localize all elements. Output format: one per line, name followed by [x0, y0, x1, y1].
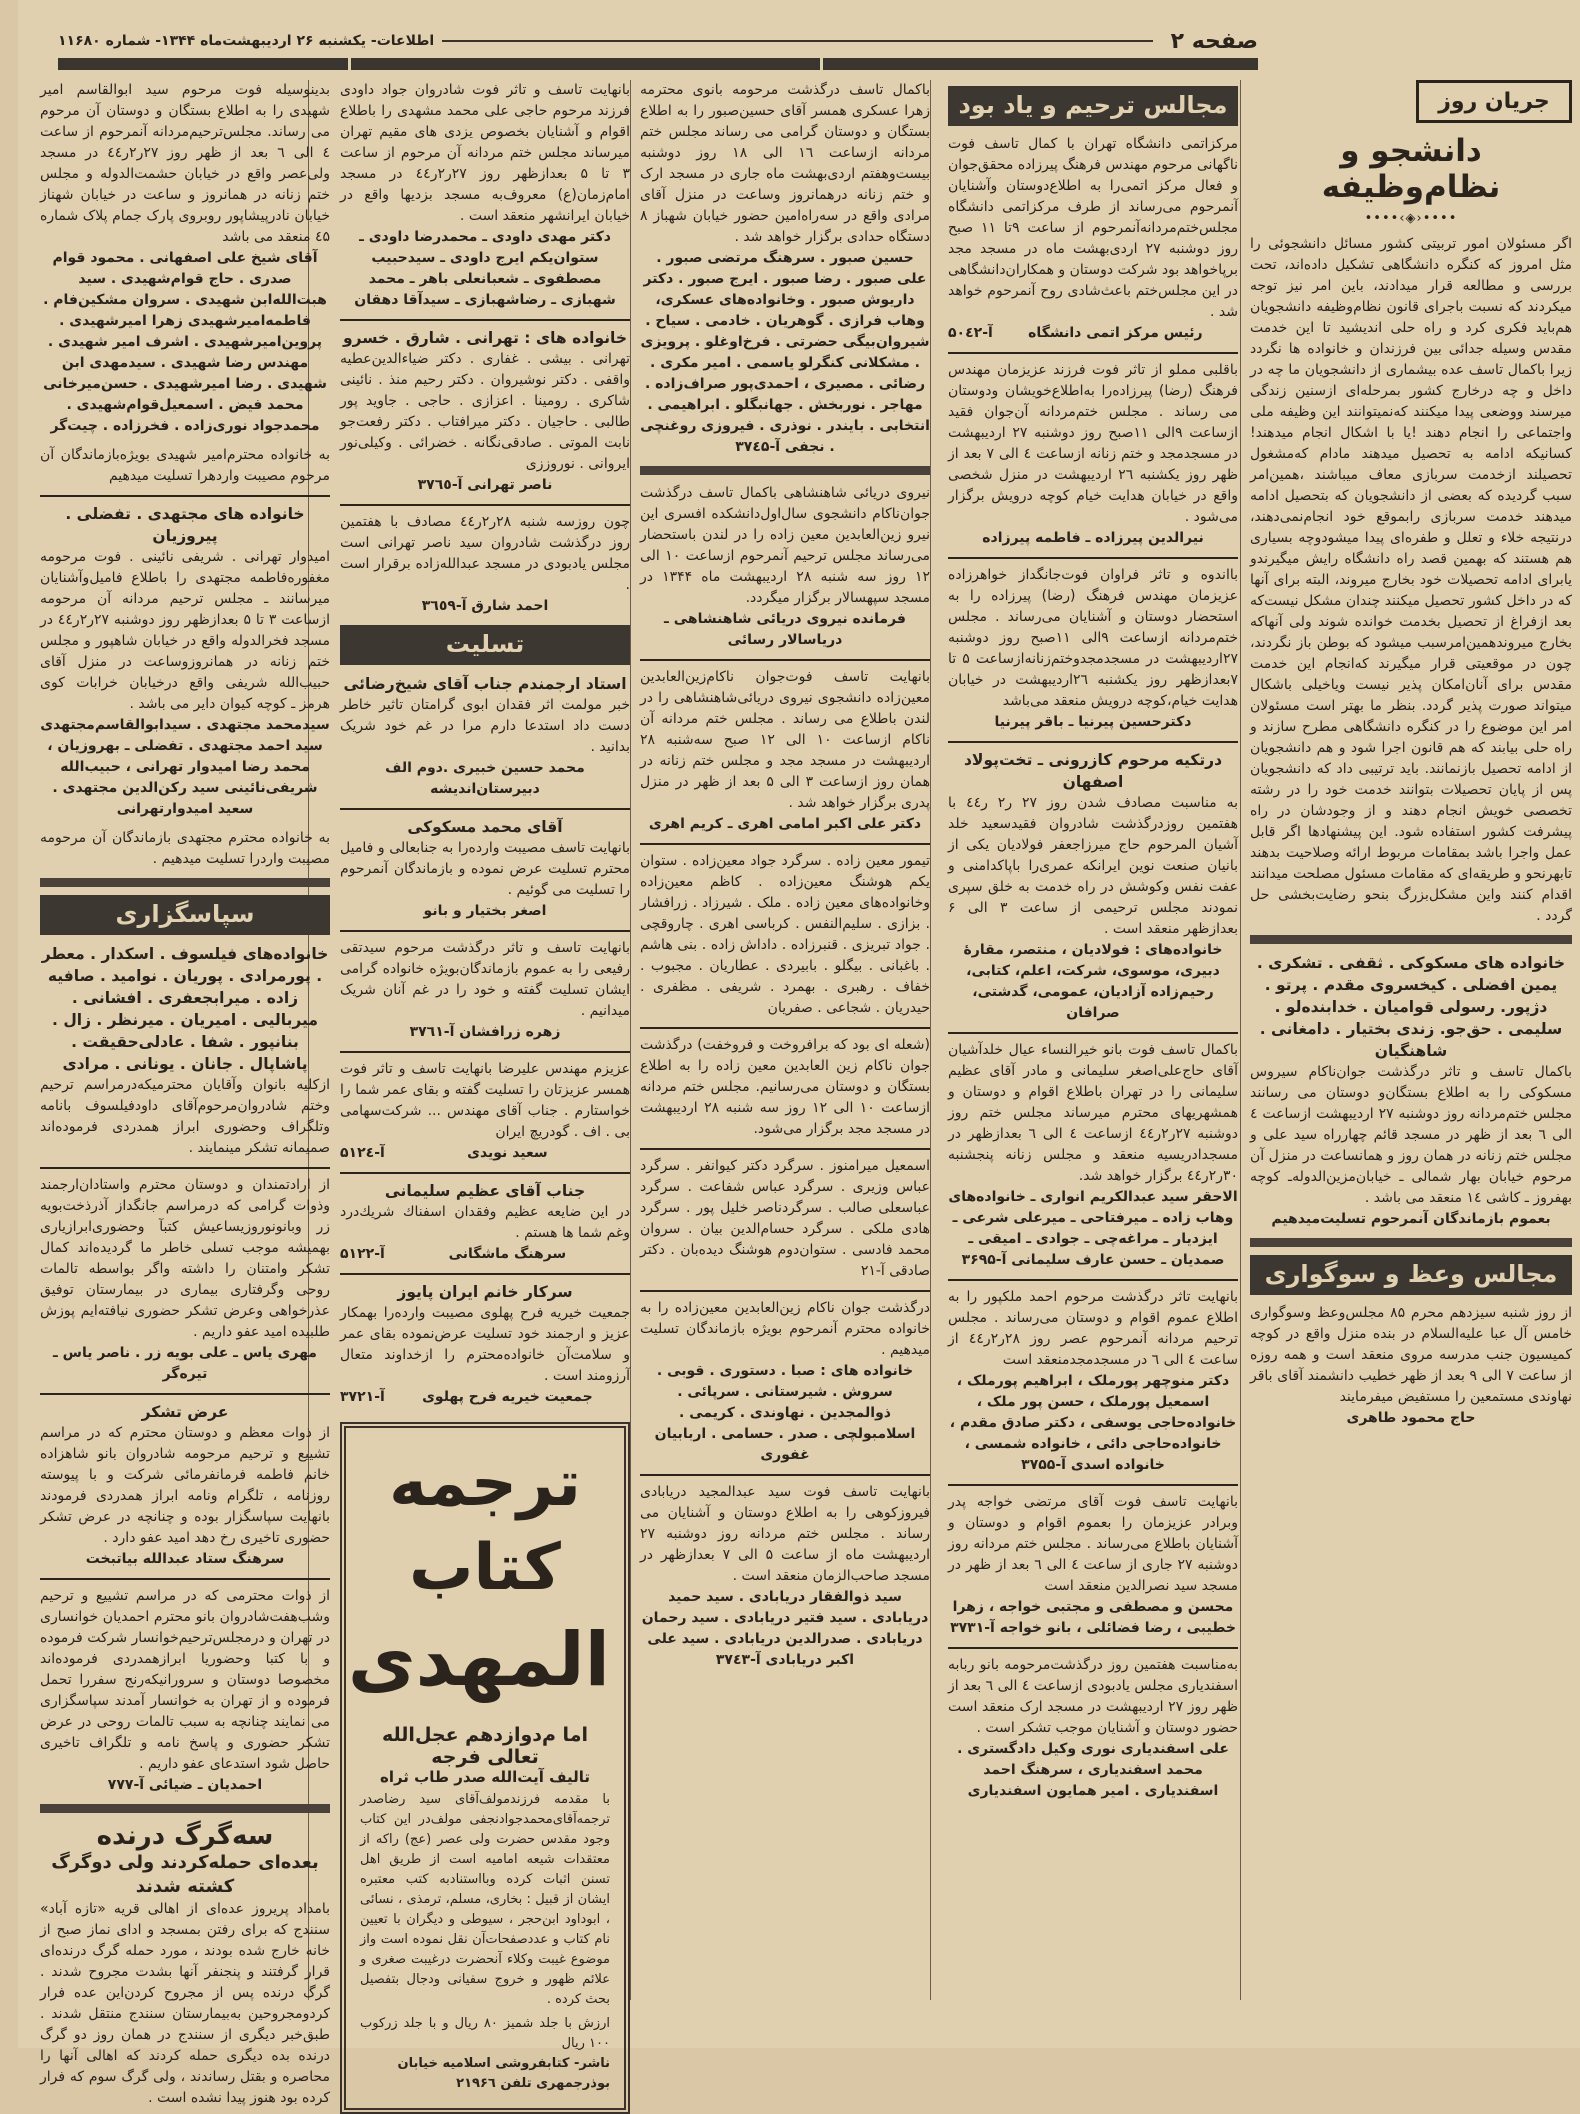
signature-name: دکتر منوچهر پورملک ، ابراهیم پورملک ، اسمعیل پورملک ، حسن پور ملک ، خانواده‌حاجی یوسفی ، دکتر صادق مقدم ، خانواده‌حاجی دائی ، خانواده شمسی ، خانواده اسدی آ-۳۷۵۵	[949, 1373, 1237, 1473]
notice-title: استاد ارجمندم جناب آقای شیخ‌رضائی	[343, 675, 627, 693]
notice-title: خانواده های : تهرانی . شارق . خسرو	[342, 329, 628, 347]
notice-signature	[340, 227, 630, 311]
notice-signature	[948, 1597, 1238, 1639]
signature-name: دکتر مهدی داودی ـ محمدرضا داودی ـ ستوان‌یکم ایرج داودی ـ سیدحبیب مصطفوی ـ شعبانعلی باهر ـ محمد شهبازی ـ رضاشهبازی ـ سیدآقا دهقان	[354, 229, 616, 308]
notice	[640, 1482, 930, 1671]
news-headline: سه‌گرگ درنده	[96, 1821, 274, 1851]
signature-name: سرهنگ ستاد عبدالله بیاتبخت	[85, 1551, 285, 1567]
notice	[640, 667, 930, 835]
ad-code: آ-۵۰٤۲	[948, 325, 993, 341]
news-article	[40, 1821, 330, 2109]
thin-rule	[948, 741, 1238, 743]
notice-body: باکمال تاسف درگذشت مرحومه بانوی محترمه زهرا عسکری همسر آقای حسین‌صبور را به اطلاع بستگان و دوستان گرامی می رساند مجلس ختم مردانه ازساعت ۱٦ الی ۱۸ روز دوشنبه بیست‌وهفتم ‌اردی‌بهشت ماه جاری در مسجد ارک و ختم زنانه درهمانروز وساعت در منزل آقای مرادی واقع در سه‌راه‌امین حضور خیابان شهباز ۸ دستگاه حدادی برگزار خواهد شد .	[640, 82, 930, 245]
notice-title: سرکار خانم ایران پایوز	[397, 1283, 573, 1301]
notice	[340, 1180, 630, 1265]
notice-body: مرکزاتمی دانشگاه تهران با کمال تاسف فوت ناگهانی مرحوم مهندس فرهنگ پیرزاده محقق‌جوان و فعال مرکز اتمی‌را به اطلاع‌دوستان وآشنایان آنمرحوم می‌رساند از طرف مرکزاتمی دانشگاه مجلس‌ختم‌مردانه‌آنمرحوم از ساعت ۹تا ۱۱ صبح روز دوشنبه ۲۷ اردی‌بهشت ماه در مسجد مجد برپاخواهد بود شرکت دوستان و همکاران‌دانشگاهی در این مجلس‌ختم باعث‌شادی روح آنمرحوم خواهد شد .	[948, 136, 1238, 320]
thin-rule	[640, 1027, 930, 1029]
notice-body: از ارادتمندان و دوستان محترم واستادان‌ارجمند وذوات گرامی که درمراسم جانگداز آذرذخت‌بویه زر وبانونوروزیساعیش کتبآ وحضوری‌ابرازیاری بهمیشه موجب تسلی خاطر ما گردیده‌اند کمال تشکر وامتنان را داشته واگر بواسطه تالمات روحی وگرفتاری بیماری در بیمارستان توفیق عذرخواهی وعرض تشکر حضوری نیافته‌ایم پوزش طلبیده امید عفو داریم .	[40, 1177, 330, 1340]
notice-signature	[40, 1549, 330, 1570]
signature-name: دکترحسین پیرنیا ـ باقر پیرنیا	[994, 714, 1192, 730]
notice-signature	[948, 528, 1238, 549]
notice-signature	[40, 1775, 330, 1796]
thin-rule	[40, 1578, 330, 1580]
notice-body: به مناسبت مصادف شدن روز ۲۷ ر۲ ر٤٤ با هفتمین روزدرگذشت شادروان فقیدسعید خلد آشیان المرحوم حاج میرزاجعفر فولادیان یکی از بانیان صنعت نوین ایرانکه عمری‌را باپاکدامنی و عفت نفس وکوشش در راه خدمت به خلق سپری نمودند مجلس ترحیمی از ساعت ۳ الی ۶ بعدازظهر منعقد است .	[948, 795, 1239, 937]
notice	[640, 80, 930, 458]
notice-title: عرض تشکر	[141, 1403, 229, 1421]
notice-body: بانهایت تاسف فوت آقای مرتضی خواجه پدر وبرادر عزیزمان را بعموم اقوام و دوستان و آشنایان باطلاع می‌رساند . مجلس ختم مردانه روز دوشنبه ۲۷ جاری از ساعت ٤ الی ٦ بعد از ظهر در مسجد سید نصرالدین منعقد است	[948, 1494, 1239, 1594]
notice-signature	[340, 1244, 630, 1265]
notice	[948, 1287, 1238, 1476]
ad-body: با مقدمه فرزندمولف‌آقای سید رضاصدر ترجمه‌آقای‌محمدجوادنجفی مولف‌در این کتاب وجود مقدس حضرت ولی عصر (عج) راکه از معتقدات شیعه امامیه است از طریق اهل تسنن اثبات کرده وبااستنادبه کتب معتبره ایشان از قبیل : بخاری، مسلم، ترمذی ، نسائی ، ابوداود ابن‌حجر ، سیوطی و دیگران با تعیین نام کتاب و عددصفحات‌آن نقل نموده است واز موضوع غیبت وکلاء آنحضرت درغیبت صغری و علائم ظهور و خروج سفیانی ودجال بتفصیل بحث کرده .	[360, 1792, 610, 2007]
notice	[1250, 234, 1572, 927]
notice-body: بدینوسیله فوت مرحوم سید ابوالقاسم امیر شهیدی را به اطلاع بستگان و دوستان آن مرحوم می رساند. مجلس‌ترحیم‌مردانه آنمرحوم از ساعت ٤ الی ٦ بعد از ظهر روز ۲۷ر۲ر٤٤ در مسجد ولی‌عصر واقع در خیابان حشمت‌الدوله و مجلس ختم زنانه در همانروز و ساعت در خیابان شهناز خیابان نادرپیشاپور روبروی پارک جمام پلاک شماره ٤۵ منعقد می باشد	[40, 82, 330, 245]
notice-signature	[640, 1587, 930, 1671]
thin-rule	[340, 1051, 630, 1053]
thin-rule	[40, 1393, 330, 1395]
thin-rule	[340, 1172, 630, 1174]
signature-name: رئیس مرکز اتمی دانشگاه	[1028, 325, 1203, 341]
notice-signature	[340, 1387, 630, 1408]
notice-body: بانهایت تاسف و تاثر درگذشت مرحوم سیدتقی رفیعی را به عموم بازماندگان‌بویژه خانواده گرامی ایشان تسلیت گفته و خود را در غم آنان شریک میدانیم .	[340, 940, 630, 1019]
notice-body: به‌مناسبت هفتمین روز درگذشت‌مرحومه بانو ربابه اسفندیاری مجلس یادبودی ازساعت ٤ الی ٦ بعد از ظهر روز ۲۷ اردیبهشت در مسجد ارک منعقد است حضور دوستان و آشنایان موجب تشکر است .	[948, 1657, 1238, 1736]
thin-rule	[948, 352, 1238, 354]
notice-body: اگر مسئولان امور تربیتی کشور مسائل دانشجوئی را مثل امروز که کنگره دانشگاهی تشکیل داده‌اند، تحت بررسی و مطالعه قرار میدادند، باین امر نیز توجه میکردند که نسبت باجرای قانون نظام‌وظیفه دانشجویان هم‌باید فکری کرد و راه حلی اندیشید تا این خدمت مقدس وسیله جدائی بین فرزندان و خانواده ها نگردد زیرا باکمال تاسف عده بیشماری از دانشجویان ما چه در داخل و چه درخارج کشور بمرحله‌ای ازسنین زندگی میرسند ووضعی پیدا میکنند که‌نمیتوانند این وظیفه ملی واجتماعی را انجام دهند !یا با اشکال انجام میدهند! کسانیکه ادامه به تحصیل میدهند مادام که‌مشغول تحصیلند ازخدمت سربازی معاف میباشند ،همین‌امر سبب گردیده که بعضی از دانشجویان که بتحصیل ادامه میدهند خدمت سربازی رابموقع خود انجام‌نمی‌دهند، درنتیجه خلاء و تعلل و طفره‌ای پیدا میشودوچه بسیاری هم هستند که بهمین قصد راه دانشگاه رایش میگیرندو یابرای ادامه تحصیلات خود بخارج میروند، البته برای آنها که در داخل کشور تحصیل میکنند چندان مشکل نیست‌که بعد ازفراغ از تحصیل بخدمت خوانده شوند ولی آنهاکه بخارج میروندهمین‌امرسبب میشود که بوطن باز نگردند، چون در موقعیتی قرار میگیرند که‌انجام این خدمت مقدس برای آنان‌امکان پذیر نیست ویاخیلی باشکال میتواند صورت پذیر گردد. بنظر ما بهتر است مسئولان امر این موضوع را در کنگره دانشگاهی مطرح سازند و راه حلی بیابند که هم قانون اجرا شود و هم دانشجویان از ادامه تحصیل بازنمانند. باید ترتیبی داد که دانشجویان پس از پایان تحصیلات بتوانند خدمت خود را در رشته تخصصی خویش انجام دهند و از وجودشان در راه پیشرفت کشور استفاده شود. این پیشنهادها اگر قابل عمل واجرا باشد بمقامات مربوط ارائه وصلاحیت بدهند تابهرنحو و طریقه‌ای که مقامات مسئول مصلحت میدانند اقدام کنند واین مشکل‌بزرگ بنحو رضایت‌بخشی حل گردد .	[1250, 236, 1572, 924]
notice	[340, 938, 630, 1043]
notice-body: اسمعیل میرامنوز . سرگرد دکتر کیوانفر . سرگرد عباس وزیری . سرگرد عباس شفاعت . سرگرد عباسعلی صالب . سرگردناصر خلیل پور . سرگرد هادی ملکی . سرگرد حسام‌الدین بیان . سروان محمد فادسی . ستوان‌دوم هوشنگ دیده‌بان . دکتر صادقی آ-۲۱	[640, 1158, 930, 1279]
notice-title: جناب آقای عظیم سلیمانی	[384, 1182, 586, 1200]
notice-signature	[340, 475, 630, 496]
signature-name: نیرالدین پیرزاده ـ فاطمه پیرزاده	[982, 530, 1204, 546]
notice-signature	[40, 248, 330, 437]
signature-name: سیدمحمد مجتهدی . سیدابوالقاسم‌مجتهدی سید احمد مجتهدی . تفضلی ـ بهروزیان ، محمد رضا امیدوار تهرانی ، حبیب‌الله شریفی‌نائینی سید رکن‌الدین مجتهدی . سعید امیدوارتهرانی	[40, 717, 330, 817]
notice-body: چون روزسه شنبه ۲۸ر۲ر٤٤ مصادف با هفتمین روز درگذشت شادروان سید ناصر تهرانی است مجلس یادبودی در مسجد عبدالله‌زاده برقرار است .	[340, 514, 630, 593]
notice-body: به خانواده محترم‌امیر شهیدی بویژه‌بازماندگان آن مرحوم مصیبت واردهرا تسلیت میدهیم	[40, 447, 330, 484]
signature-name: آقای شیخ علی اصفهانی . محمود قوام صدری . حاج قوام‌شهیدی . سید هبت‌الله‌ابن شهیدی . سروان مشکین‌فام . فاطمه‌امیرشهیدی زهرا امیرشهیدی . پروین‌امیرشهیدی . اشرف امیر شهیدی . مهندس رضا شهیدی . سیدمهدی ابن شهیدی . رضا امیرشهیدی . حسن‌میرخانی محمد فیض . اسمعیل‌قوام‌شهیدی . محمدجواد نوری‌زاده . فخرزاده . چیت‌گر	[43, 250, 327, 434]
signature-name: خانواده‌های : فولادیان ، منتصر، مقارهٔ دبیری، موسوی، شرکت، اعلم، کتابی، رحیم‌زاده آزادیان، عمومی، گدشتی، صرافان	[963, 942, 1223, 1021]
notice-body: (شعله ای بود که برافروخت و فروخفت) درگذشت جوان ناکام زین العابدین معین زاده را به اطلاع بستگان و دوستان می‌رسانیم. مجلس ختم مردانه ازساعت ۱۰ الی ۱۲ روز سه شنبه ۲۸ اردیبهشت در مسجد مجد برگزار می‌شود.	[640, 1037, 930, 1137]
ad-subtitle: اما م‌دوازدهم عجل‌الله تعالی فرجه	[382, 1724, 588, 1768]
notice	[948, 565, 1238, 733]
ad-title-main: المهدی	[347, 1617, 610, 1703]
notice	[40, 943, 330, 1159]
ad-code: آ-۵۱۲٤	[340, 1145, 385, 1161]
thin-rule	[948, 1279, 1238, 1281]
signature-name: حاج محمود طاهری	[1346, 1410, 1476, 1426]
notice	[40, 445, 330, 487]
notice-body: تهرانی . بیشی . غفاری . دکتر ضیاءالدین‌عطیه واقفی . دکتر نوشیروان . دکتر رحیم‌ منذ . نائینی شاکری . رومینا . اعزازی . حاجی . جاوید پور طالبی . حاجیان . دکتر میرافتاب . دکتر رفعت‌جو نابت الموتی . صادقی‌نگانه . خضرائی . وکیلی‌نور ایروانی . نوروززی	[340, 351, 630, 472]
thin-rule	[640, 843, 930, 845]
notice-signature	[948, 1187, 1238, 1271]
notice	[340, 816, 630, 922]
masthead	[58, 26, 1258, 56]
notice	[640, 1298, 930, 1466]
notice-signature	[340, 1022, 630, 1043]
notice-title: خانواده های مجتهدی . تفضلی . پیروزیان	[65, 505, 305, 545]
signature-name: احمدیان ـ ضیائی آ-۷۷۷	[107, 1777, 263, 1793]
notice-body: خبر مولمت اثر فقدان ابوی گرامتان تاثیر خاطر دست داد استدعا دارم مرا در غم خود شریک بدانید .	[340, 697, 630, 755]
notice-body: بانهایت تاسف و تاثر فوت شادروان جواد داودی فرزند مرحوم حاجی علی محمد مشهدی را باطلاع اقوام و آشنایان بخصوص یزدی های مقیم تهران میرساند مجلس ختم مردانه آن مرحوم از ساعت ۳ تا ۵ بعدازظهر روز ۲۷ر۲ر٤٤ در مسجد امام‌زمان(ع) معروف‌به مسجد بزدیها واقع در خیابان ایرانشهر منعقد است .	[340, 82, 630, 224]
notice	[340, 512, 630, 617]
thin-rule	[640, 1474, 930, 1476]
signature-name: الاحقر سید عبدالکریم انواری ـ خانواده‌های وهاب زاده ـ میرفتاحی ـ میرعلی شرعی ـ ایزدیار ـ مراغه‌چی ـ جوادی ـ امیقی ـ صمدیان ـ حسن عارف سلیمانی آ-۳۶۹۵	[948, 1189, 1238, 1268]
thin-rule	[340, 808, 630, 810]
thick-rule	[40, 878, 330, 887]
section-banner: سپاسگزاری	[40, 895, 330, 935]
thin-rule	[340, 504, 630, 506]
column-editorial	[1250, 80, 1572, 2000]
notice-body: بااندوه و تاثر فراوان فوت‌جانگداز خواهرزاده عزیزمان مهندس فرهنگ (رضا) پیرزاده را به استحضار دوستان و آشنایان می‌رساند . مجلس ختم‌مردانه ازساعت ۹الی ۱۱صبح روز دوشنبه ۲۷اردیبهشت در مسجدمجدوختم‌زنانه‌ازساعت ۵ تا ۷بعدازظهر روز یکشنبه ۲٦اردیبهشت در خیابان هدایت خیام،کوچه درویش منعقد می‌باشد	[948, 567, 1239, 709]
section-banner: تسلیت	[340, 625, 630, 665]
notice-body: بانهایت تاثر درگذشت مرحوم احمد ملکپور را به اطلاع عموم اقوام و دوستان می‌رساند . مجلس ترحیم مردانه آنمرحوم عصر روز ۲۸ر۲ر٤٤ از ساعت ٤ الی ٦ در مسجدمجدمنعقد است	[948, 1289, 1238, 1368]
notice	[948, 749, 1238, 1024]
signature-name: جمعیت خیریه فرح پهلوی	[422, 1389, 593, 1405]
top-rule-bar	[58, 58, 1258, 70]
column-title-box: جریان روز	[1416, 80, 1572, 123]
ad-code: آ-۳۷۲۱	[340, 1389, 385, 1405]
thin-rule	[40, 1167, 330, 1169]
notice	[1250, 952, 1572, 1230]
thin-rule	[340, 930, 630, 932]
signature-name: مهری یاس ـ علی بویه زر . ناصر یاس ـ تیره‌گر	[53, 1345, 317, 1382]
notice	[1250, 1303, 1572, 1429]
notice-signature	[640, 609, 930, 651]
notice-body: جمعیت خیریه فرح پهلوی مصیبت وارده‌را بهمکار عزیز و ارجمند خود تسلیت عرض‌نموده بقای عمر و سلامت‌آن خانواده‌محترم را ازخداوند متعال آرزومند است .	[340, 1305, 630, 1384]
notice	[948, 1492, 1238, 1639]
notice-body: در این ضایعه عظیم وفقدان اسفناك شریك‌درد وغم شما ها هستم .	[340, 1204, 630, 1241]
notice	[40, 503, 330, 820]
page-number: صفحه ۲	[1170, 28, 1258, 54]
notice-body: بانهایت تاسف فوت سید عبدالمجید دریابادی فیروزکوهی را به اطلاع دوستان و آشنایان می رساند . مجلس ختم مردانه روز دوشنبه ۲۷ اردیبهشت ماه از ساعت ۵ الی ۷ بعدازظهر در مسجد صاحب‌الزمان منعقد است .	[640, 1484, 931, 1584]
notice	[340, 1059, 630, 1164]
notice	[948, 1655, 1238, 1802]
thin-rule	[640, 1290, 930, 1292]
thin-rule	[948, 1647, 1238, 1649]
signature-name: دکتر علی اکبر امامی اهری ـ کریم اهری	[648, 816, 922, 832]
signature-name: زهره زرافشان آ-۳۷٦۱	[409, 1024, 561, 1040]
notice	[340, 673, 630, 800]
headline: دانشجو و نظام‌وظیفه	[1321, 133, 1501, 205]
notice	[948, 134, 1238, 344]
notice	[948, 360, 1238, 549]
notice-body: درگذشت جوان ناکام زین‌العابدین معین‌زاده را به خانواده محترم آنمرحوم بویژه بازماندگان تسلیت میدهیم .	[640, 1300, 930, 1358]
notice	[640, 483, 930, 651]
notice-signature	[340, 901, 630, 922]
column-condolences-2	[340, 80, 630, 2091]
notice-signature	[1250, 1408, 1572, 1429]
notice-body: بانهایت تاسف مصیبت وارده‌را به جنابعالی و فامیل محترم تسلیت عرض نموده و بازماندگان آنمرحوم را تسلیت می گوئیم .	[340, 840, 630, 898]
notice-signature	[340, 1143, 630, 1164]
ad-code: آ-۵۱۲۲	[340, 1246, 385, 1262]
thin-rule	[340, 319, 630, 321]
news-body: بامداد پریروز عده‌ای از اهالی قریه «تازه آباد» سنندج که برای رفتن بمسجد و ادای نماز صبح از خانه خارج شده بودند ، مورد حمله گرگ درنده‌ای قرار گرفتند و پنجنفر آنها بشدت مجروح شدند . گرگ درنده پس از مجروح کردن‌این عده فرار کردومجروحین به‌بیمارستان سنندج منتقل شدند . طبق‌خبر دیگری از سنندج در همان روز دو گرگ درنده بده دیگری حمله کردند که اهالی آنها را محاصره و بقتل رساندند ، ولی گرگ سوم که فرار کرده بود هنوز پیدا نشده است .	[40, 1901, 330, 2106]
notice-body: به خانواده محترم مجتهدی بازماندگان آن مرحومه مصیبت واردرا تسلیت میدهیم .	[40, 830, 330, 867]
notice-body: از ذوات محترمی که در مراسم تشییع و ترحیم وشب‌هفت‌شادروان بانو محترم احمدیان خوانساری در تهران و درمجلس‌ترحیم‌خوانسار شرکت فرموده و با کتبا وحضوریا ابرازهمدردی فرموده‌اند مخصوصا دوستان و سرورانیکه‌رنج سفررا تحمل فرموده و از تهران به خوانسار آمدند سپاسگزاری می نمایند چنانچه به سبب تالمات روحی در عرض تشکر حضوری و پاسخ نامه و تلگراف تاخیری حاصل شود استدعای عفو داریم .	[40, 1588, 330, 1772]
notice	[640, 851, 930, 1019]
thin-rule	[948, 1032, 1238, 1034]
ad-author: تالیف آیت‌الله صدر طاب ثراه	[379, 1768, 590, 1786]
signature-name: محمد حسین خبیری .دوم الف دبیرستان‌اندیشه	[385, 760, 585, 797]
notice-title: آقای محمد مسکوکی	[407, 818, 563, 836]
thin-rule	[640, 1148, 930, 1150]
thick-rule	[1250, 1238, 1572, 1247]
thin-rule	[40, 495, 330, 497]
notice-body: عزیزم مهندس علیرضا بانهایت تاسف‌ و تاثر فوت همسر عزیزتان را تسلیت گفته و بقای عمر شما را خواستارم . جناب آقای مهندس ... شرکت‌سهامی بی . اف . گودریچ ایران	[340, 1061, 630, 1140]
notice	[40, 1175, 330, 1385]
notice-body: باقلبی مملو از تاثر فوت فرزند عزیزمان مهندس فرهنگ (رضا) پیرزاده‌را به‌اطلاع‌خویشان ودوستان می رساند . مجلس ختم‌مردانه آن‌جوان فقید ازساعت ۹الی ۱۱صبح روز دوشنبه ۲۷ اردیبهشت در مسجدمجد و ختم زنانه ازساعت ٤ الی ٧ بعد از ظهر روز یکشنبه ۲٦ اردیبهشت در منزل شخصی واقع در خیابان هدایت خیام کوچه درویش برگزار می‌شود .	[948, 362, 1239, 525]
notice-signature	[640, 814, 930, 835]
notice-signature	[640, 1361, 930, 1466]
notice-signature	[40, 715, 330, 820]
column-divider	[1240, 80, 1241, 2000]
signature-name: بعموم بازماندگان آنمرحوم تسلیت‌میدهیم	[1271, 1211, 1551, 1227]
notice	[340, 327, 630, 496]
notice-signature	[640, 248, 930, 458]
thin-rule	[640, 659, 930, 661]
signature-name: ناصر تهرانی آ-۳۷٦٥	[417, 477, 553, 493]
notice-signature	[948, 940, 1238, 1024]
notice-signature	[340, 596, 630, 617]
notice-title: خانواده‌های فیلسوف . اسکدار . معطر . پورمرادی . پوریان . نوامید . صافیه زاده . میرابجعفری . افشانی . میربالیی . امیریان . میرنظر . زال . بنانپور . شفا . عادلی‌حقیقت . پاشاپال . جانان . یونانی . مرادی	[41, 945, 329, 1073]
signature-name: حسین صبور . سرهنگ مرتضی صبور . علی صبور . رضا صبور . ایرج صبور . دکتر داریوش صبور . وخانواده‌های عسکری، وهاب فرازی . گوهریان . خادمی . سیاح . شیروان‌بیگی حضرتی . فرخ‌اوغلو . پرویزی . مشکلانی کنگرلو یاسمی . امیر مکری . رضائی . مصیری ، احمدی‌پور صراف‌زاده . مهاجر . نوربخش . جهانبگلو . ابراهیمی . انتخابی . بایندر . نوذری . فیروزی روغنچی . نجفی آ-۳۷٤۵	[640, 250, 930, 455]
notice	[640, 1035, 930, 1140]
notice	[40, 1586, 330, 1796]
thin-rule	[948, 1484, 1238, 1486]
section-banner: مجالس وعظ و سوگواری	[1250, 1255, 1572, 1295]
notice	[40, 1401, 330, 1570]
signature-name: سرهنگ ماشگانی	[448, 1246, 567, 1262]
notice	[340, 80, 630, 311]
signature-name: خانواده های : صبا . دستوری . قوبی . سروش . شیرستانی . سرپائی . ذوالمجدین . نهاوندی . کریمی . اسلامبولچی . صدر . حسامی . اربابیان غفوری	[654, 1363, 916, 1463]
book-advertisement	[340, 1422, 630, 2114]
notice-title: درتکیه مرحوم کازرونی ـ تخت‌پولاد اصفهان	[963, 751, 1223, 791]
notice-signature	[948, 1371, 1238, 1476]
column-divider	[630, 80, 631, 2000]
signature-name: سعید نویدی	[467, 1145, 548, 1161]
signature-name: اصغر بختیار و بانو	[423, 903, 547, 919]
signature-name: علی اسفندیاری نوری وکیل دادگستری . محمد اسفندیاری ، سرهنگ احمد اسفندیاری . امیر همایون اسفندیاری	[957, 1741, 1229, 1799]
thin-rule	[948, 557, 1238, 559]
notice-body: نیروی دریائی شاهنشاهی باکمال تاسف درگذشت جوان‌ناکام دانشجوی سال‌اول‌دانشکده افسری این نیرو زین‌العابدین معین زاده را در لندن باستحضار می‌رساند مجلس ترحیم آنمرحوم ازساعت ۱۰ الی ۱۲ روز سه شنبه ۲۸ اردیبهشت ماه ۱۳۴۴ در مسجد سپهسالار برگزار میگردد.	[640, 485, 930, 606]
notice-body: ازکلیه بانوان وآقایان محترمیکه‌درمراسم ترحیم وختم شادروان‌مرحوم‌آقای داودفیلسوف بانامه وتلگراف وحضوری ابراز همدردی فرموده‌اند صمیمانه تشکر مینمایند .	[40, 1077, 330, 1156]
ad-publisher: ناشر- کتابفروشی اسلامیه خیابان بوذرجمهری تلفن ۲۱۹۶٦	[397, 2056, 610, 2091]
signature-name: احمد شارق آ-۳٦٥۹	[421, 598, 549, 614]
notice	[40, 80, 330, 437]
ornament-divider: ••••‹◈›••••	[1364, 211, 1458, 226]
notice-signature	[948, 1739, 1238, 1802]
thick-rule	[40, 1804, 330, 1813]
section-banner: مجالس ترحیم و یاد بود	[948, 86, 1238, 126]
masthead-rule	[442, 40, 1152, 42]
ad-title: ترجمه کتاب	[389, 1447, 581, 1605]
notice-body: از ذوات معظم و دوستان محترم که در مراسم تشییع و ترحیم مرحومه شادروان بانو شاهزاده خانم فاطمه فرمانفرمائی شرکت و با پیوسته روزنامه ، تلگرام ونامه ابراز همدردی فرمودند بانهایت سپاسگزار بوده و چنانچه در عرض تشکر حضوری تاخیری رخ دهد امید عفو دارد .	[40, 1425, 330, 1546]
notice	[948, 1040, 1238, 1271]
notice-signature	[40, 1343, 330, 1385]
notice-body: باکمال تاسف فوت بانو خیرالنساء عیال خلدآشیان آقای حاج‌علی‌اصغر سلیمانی و مادر آقای عظیم سلیمانی را در تهران باطلاع اقوام و دوستان و همشهریهای محترم میرساند مجلس ختم روز دوشنبه ۲۷ر۲ر٤٤ ازساعت ٤ الی ٦ بعدازظهر در مسجدادریسیه منعقد و مجلس زنانه پنجشنبه ۳۰ر۲ر٤٤ برگزار خواهد شد.	[948, 1042, 1238, 1184]
notice-body: از روز شنبه سیزدهم محرم ۸۵ مجلس‌وعظ وسوگواری خامس آل عبا علیه‌السلام در بنده منزل واقع در کوچه کمیسیون جنب مدرسه مروی منعقد است و همه روزه از ساعت ۷ الی ۹ بعد از ظهر خطیب دانشمند آقای باقر نهاوندی مستمعین را مستفیض میفرمایند	[1250, 1305, 1572, 1405]
notice	[640, 1156, 930, 1282]
ad-price: ارزش با جلد شمیز ۸۰ ریال و با جلد زرکوب ۱۰۰ ریال	[360, 2016, 611, 2051]
column-thanks	[40, 80, 331, 2106]
column-memorials	[948, 80, 1238, 2000]
column-condolences-1	[640, 80, 930, 2000]
column-divider	[930, 80, 931, 2000]
news-subheadline: بعده‌ای حمله‌کردند ولی دوگرگ کشته شدند	[51, 1852, 319, 1897]
notice-body: تیمور معین زاده . سرگرد جواد معین‌زاده . ستوان یکم هوشنگ معین‌زاده . کاظم معین‌زاده وخانواده‌های معین زاده . ملک . شیرزاد . زرافشار . بزازی . سلیم‌النفس . کرباسی اهری . چاروقچی . جواد تبریزی . قنبرزاده . داداش زاده . بنی هاشم . باغبانی . بیگلو . بابیردی . عطاریان . مجبوب . خفاف . رهبری . بهمرد . شریفی . مظفری . حیدریان . شجاعی . صفریان	[640, 853, 930, 1016]
dateline: اطلاعات- یکشنبه ۲۶ اردیبهشت‌ماه ۱۳۴۴- شماره ۱۱۶۸۰	[58, 33, 435, 49]
notice-signature	[948, 323, 1238, 344]
notice	[40, 828, 330, 870]
signature-name: فرمانده نیروی دریائی شاهنشاهی ـ دریاسالار رسائی	[664, 611, 906, 648]
notice-body: باکمال تاسف و تاثر درگذشت جوان‌ناکام سیروس مسکوکی را به اطلاع بستگان‌و دوستان می رسانند مجلس ختم‌مردانه روز دوشنبه ۲۷ اردیبهشت ازساعت ٤ الی ٦ بعد از ظهر در مسجد قائم چهارراه سید علی و مجلس ختم زنانه در همان روز و همانساعت در منزل آن مرحوم خیابان بهار شمالی ـ خیابان‌مزین‌الدوله‌ـ کوچه بهفروز ـ کاشی ١٤ منعقد می باشد .	[1250, 1064, 1573, 1206]
notice-signature	[948, 712, 1238, 733]
signature-name: سید ذوالفقار دریابادی . سید حمید دریابادی . سید فتیر دریابادی . سید رحمان دریابادی . صدرالدین دریابادی . سید علی اکبر دریابادی آ-۳۷٤۳	[641, 1589, 929, 1668]
notice	[340, 1281, 630, 1408]
notice-title: خانواده های مسکوکی . ثقفی . تشکری . یمین افضلی . کیخسروی مقدم . پرتو . دژپور. رسولی قوامیان . خدابنده‌لو . سلیمی . حق‌جو. زندی بختیار . دامغانی . شاهنگیان	[1256, 954, 1566, 1060]
thin-rule	[340, 1273, 630, 1275]
newspaper-page	[18, 0, 1580, 2106]
notice-signature	[1250, 1209, 1572, 1230]
notice-body: بانهایت تاسف فوت‌جوان ناکام‌زین‌العابدین معین‌زاده دانشجوی نیروی دریائی‌شاهنشاهی را در لندن باطلاع می رساند . مجلس ختم مردانه آن ناکام ازساعت ١٠ الی ١٢ صبح ‌سه‌شنبه ۲۸ اردیبهشت در مسجد مجد و مجلس ختم زنانه در همان روز ازساعت ۳ الی ۵ بعد از ظهر در منزل پدری برگزار خواهد شد .	[640, 669, 930, 811]
notice-body: امیدوار تهرانی . شریفی نائینی . فوت مرحومه مغفوره‌فاطمه مجتهدی را باطلاع فامیل‌وآشنایان میرسانند ـ مجلس ترحیم مردانه آن مرحومه ازساعت ۳ تا ۵ بعدازظهر روز دوشنبه ۲۷ر۲ر٤٤ در مسجد فخرالدوله واقع در خیابان شاهپور و مجلس ختم زنانه در همانروزوساعت در منزل آقای حبیب‌الله شریفی واقع درخیابان خرابات کوی هرمز ـ کوچه کیوان دایر می باشد .	[40, 549, 331, 712]
signature-name: محسن و مصطفی و مجتبی خواجه ، زهرا خطیبی ، رضا فضائلی ، بانو خواجه آ-۳۷۳۱	[950, 1599, 1236, 1636]
notice-signature	[340, 758, 630, 800]
thick-rule	[640, 466, 930, 475]
thick-rule	[1250, 935, 1572, 944]
